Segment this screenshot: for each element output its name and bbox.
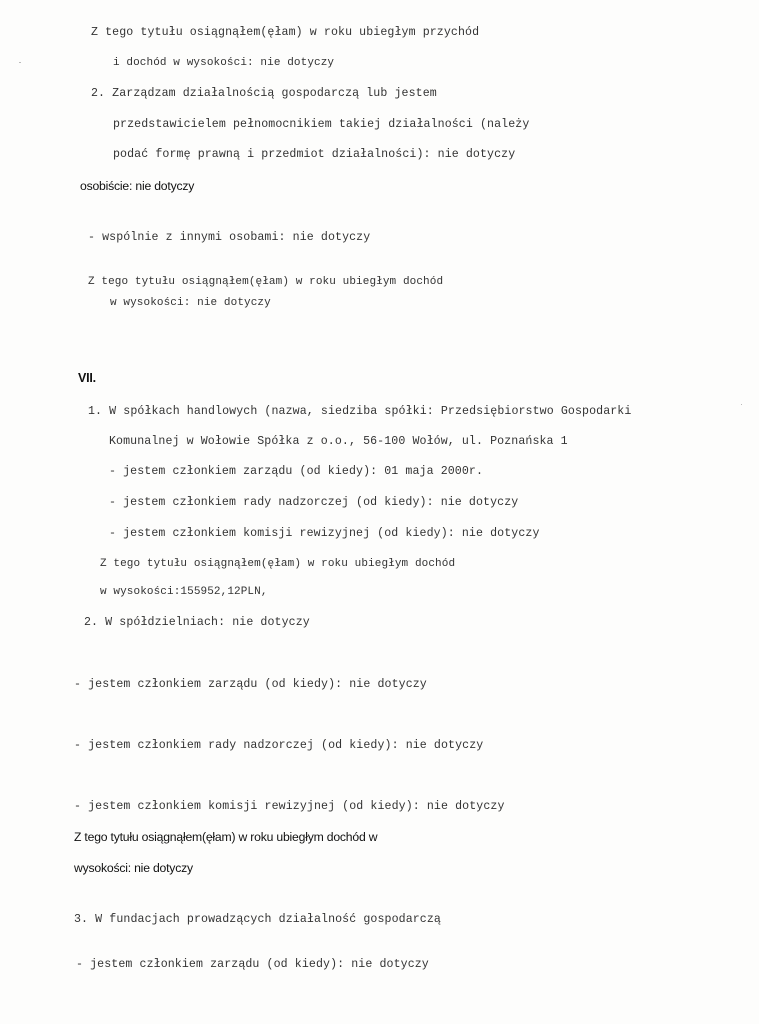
- section-vii-heading: VII.: [78, 371, 96, 385]
- board-member-line: - jestem członkiem zarządu (od kiedy): 01 maja 2000r.: [109, 465, 484, 478]
- jointly-line: - wspólnie z innymi osobami: nie dotyczy: [88, 231, 371, 244]
- board-member-line: - jestem członkiem zarządu (od kiedy): nie dotyczy: [74, 678, 427, 691]
- supervisory-board-line: - jestem członkiem rady nadzorczej (od kiedy): nie dotyczy: [109, 496, 519, 509]
- section-2-line-2: przedstawicielem pełnomocnikiem takiej działalności (należy: [113, 118, 530, 131]
- companies-heading: 1. W spółkach handlowych (nazwa, siedziba spółki: Przedsiębiorstwo Gospodarki: [88, 405, 632, 418]
- income-statement-line: Z tego tytułu osiągnąłem(ęłam) w roku ubiegłym dochód: [100, 558, 456, 570]
- cooperatives-heading: 2. W spółdzielniach: nie dotyczy: [84, 616, 310, 629]
- section-2-line-3: podać formę prawną i przedmiot działalności): nie dotyczy: [113, 148, 516, 161]
- scan-speck: [741, 404, 742, 405]
- board-member-line: - jestem członkiem zarządu (od kiedy): nie dotyczy: [76, 958, 429, 971]
- income-statement-line: Z tego tytułu osiągnąłem(ęłam) w roku ubiegłym dochód w: [74, 830, 378, 844]
- income-amount-line: i dochód w wysokości: nie dotyczy: [113, 57, 335, 69]
- income-amount-line: w wysokości:155952,12PLN,: [100, 586, 268, 598]
- foundations-heading: 3. W fundacjach prowadzących działalność gospodarczą: [74, 913, 441, 926]
- supervisory-board-line: - jestem członkiem rady nadzorczej (od kiedy): nie dotyczy: [74, 739, 484, 752]
- company-address-line: Komunalnej w Wołowie Spółka z o.o., 56-100 Wołów, ul. Poznańska 1: [109, 435, 568, 448]
- income-statement-line: Z tego tytułu osiągnąłem(ęłam) w roku ubiegłym dochód: [88, 276, 444, 288]
- income-amount-line: w wysokości: nie dotyczy: [110, 297, 271, 309]
- personally-line: osobiście: nie dotyczy: [80, 179, 195, 193]
- income-statement-line: Z tego tytułu osiągnąłem(ęłam) w roku ubiegłym przychód: [91, 26, 480, 39]
- section-2-heading: 2. Zarządzam działalnością gospodarczą lub jestem: [91, 87, 437, 100]
- scan-speck: [19, 62, 21, 63]
- audit-committee-line: - jestem członkiem komisji rewizyjnej (od kiedy): nie dotyczy: [74, 800, 505, 813]
- audit-committee-line: - jestem członkiem komisji rewizyjnej (od kiedy): nie dotyczy: [109, 527, 540, 540]
- income-amount-line: wysokości: nie dotyczy: [74, 861, 193, 875]
